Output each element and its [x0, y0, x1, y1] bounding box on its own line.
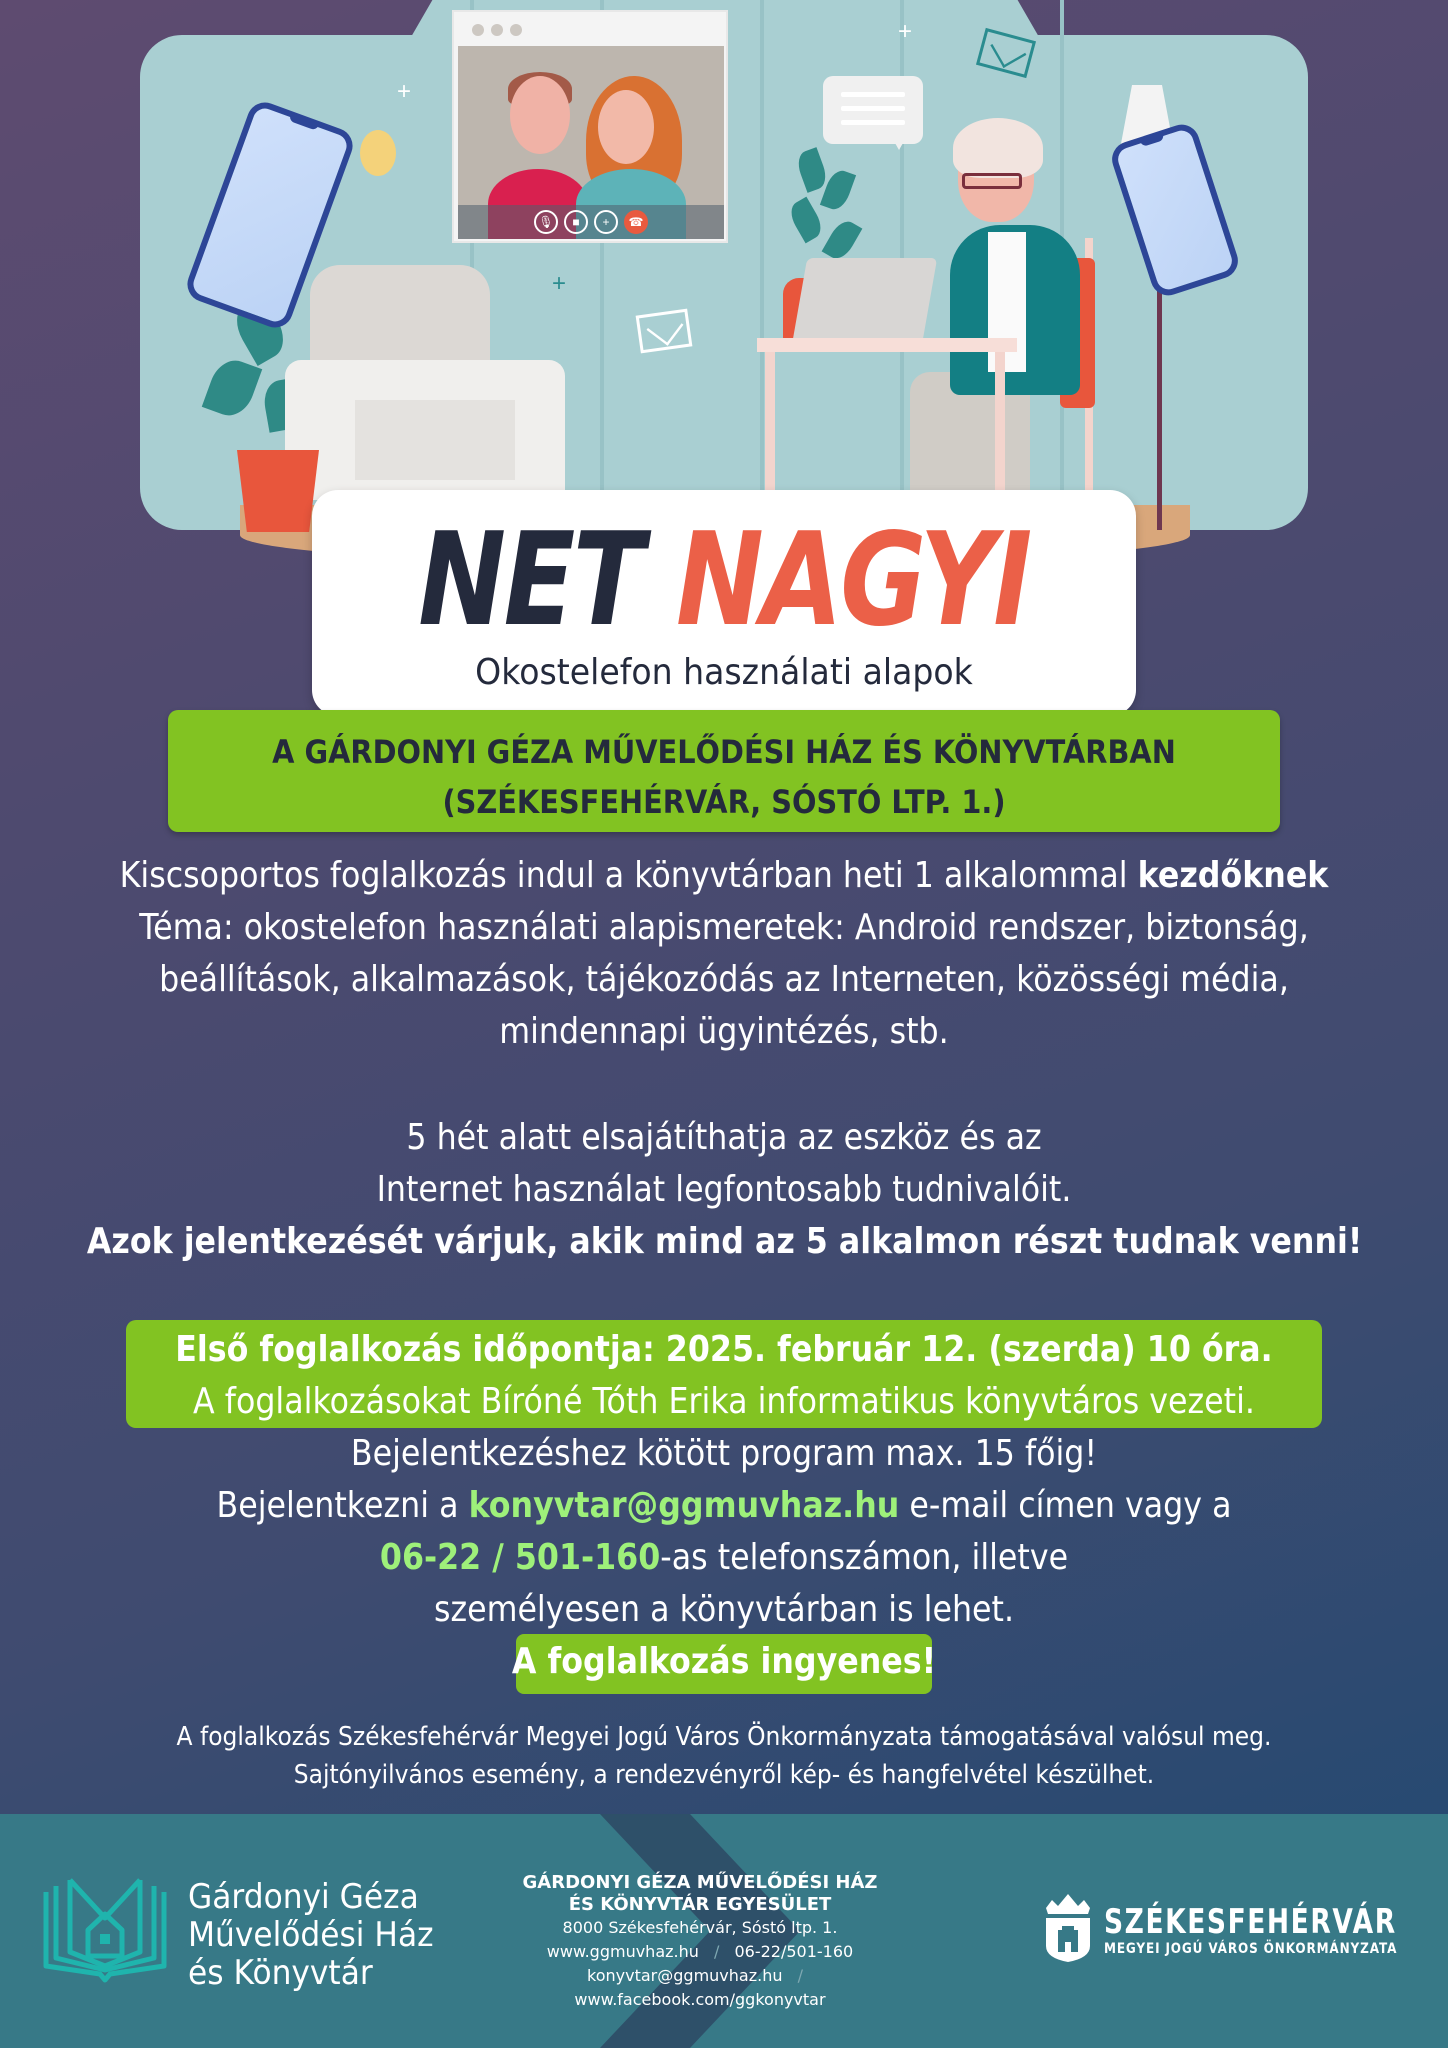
library-brand: Gárdonyi Géza Művelődési Ház és Könyvtár [188, 1877, 434, 1993]
chat-bubble-icon [823, 76, 923, 144]
footer-email-link[interactable]: konyvtar@ggmuvhaz.hu [587, 1966, 783, 1985]
window-dots-icon [472, 24, 522, 36]
smiley-emoji-icon [360, 130, 396, 176]
desk [757, 338, 1017, 352]
venue-address: (SZÉKESFEHÉRVÁR, SÓSTÓ LTP. 1.) [442, 783, 1006, 821]
plant-pot [237, 450, 319, 532]
capacity-limit: Bejelentkezéshez kötött program max. 15 főig! [350, 1433, 1098, 1474]
course-paragraph: 5 hét alatt elsajátíthatja az eszköz és az Internet használat legfontosabb tudnivalóit. Azok jelentkezését várjuk, akik mind az 5 alkalmon részt tudnak venni! [0, 1112, 1448, 1268]
sparkle-icon: + [397, 78, 412, 105]
website-link[interactable]: www.ggmuvhaz.hu [546, 1942, 699, 1961]
session-leader: A foglalkozásokat Bíróné Tóth Erika informatikus könyvtáros vezeti. [193, 1381, 1255, 1422]
first-session-date: 2025. február 12. (szerda) 10 óra [665, 1329, 1261, 1370]
title-net: NET [418, 506, 642, 655]
sparkle-icon: + [898, 18, 913, 45]
hang-up-icon: ☎ [624, 210, 648, 234]
contact-block: GÁRDONYI GÉZA MŰVELŐDÉSI HÁZ ÉS KÖNYVTÁR EGYESÜLET 8000 Székesfehérvár, Sóstó ltp. 1. www.ggmuvhaz.hu / 06-22/501-160 konyvtar@ggmuvhaz.hu / www.facebook.com/ggkonyvtar [470, 1872, 930, 2012]
sparkle-icon: + [552, 270, 567, 297]
facebook-link[interactable]: www.facebook.com/ggkonyvtar [574, 1990, 826, 2009]
subtitle: Okostelefon használati alapok [475, 652, 973, 693]
title-nagyi: NAGYI [676, 506, 1030, 655]
laptop-icon [793, 258, 937, 340]
attendance-requirement: Azok jelentkezését várjuk, akik mind az 5 alkalmon részt tudnak venni! [86, 1221, 1363, 1262]
address: 8000 Székesfehérvár, Sóstó ltp. 1. [562, 1918, 838, 1937]
sponsor-note: A foglalkozás Székesfehérvár Megyei Jogú Város Önkormányzata támogatásával valósul meg. Sajtónyilvános esemény, a rendezvényről kép- és hangfelvétel készülhet. [176, 1722, 1272, 1790]
schedule-text: Első foglalkozás időpontja: 2025. február 12. (szerda) 10 óra. A foglalkozásokat Bíróné Tóth Erika informatikus könyvtáros vezeti. [0, 1324, 1448, 1428]
mic-icon: 🎙 [534, 210, 558, 234]
hero-illustration [0, 0, 1448, 560]
page-title [386, 506, 1062, 656]
call-controls [458, 205, 724, 239]
video-call-screen [458, 46, 724, 239]
registration-text: Bejelentkezéshez kötött program max. 15 főig! Bejelentkezni a konyvtar@ggmuvhaz.hu e-mail címen vagy a 06-22 / 501-160-as telefonszámon, illetve személyesen a könyvtárban is lehet. A foglalkozás ingyenes! [0, 1428, 1448, 1688]
footer-phone[interactable]: 06-22/501-160 [734, 1942, 854, 1961]
camera-icon: ■ [564, 210, 588, 234]
title-card [312, 490, 1136, 716]
email-link[interactable]: konyvtar@ggmuvhaz.hu [468, 1485, 900, 1526]
phone-link[interactable]: 06-22 / 501-160 [379, 1537, 661, 1578]
venue-banner [168, 710, 1280, 832]
venue-name: A GÁRDONYI GÉZA MŰVELŐDÉSI HÁZ ÉS KÖNYVTÁRBAN [272, 733, 1176, 771]
add-icon: + [594, 210, 618, 234]
city-crest-icon [1042, 1890, 1094, 1964]
footer [0, 1814, 1448, 2048]
city-brand: SZÉKESFEHÉRVÁR MEGYEI JOGÚ VÁROS ÖNKORMÁNYZATA [1104, 1902, 1398, 1957]
beginners-emphasis: kezdőknek [1137, 855, 1329, 896]
free-label: A foglalkozás ingyenes! [511, 1641, 937, 1682]
video-call-window [452, 10, 728, 243]
glasses-icon [962, 173, 1022, 189]
envelope-icon [636, 309, 693, 354]
open-book-house-icon [40, 1874, 170, 1984]
intro-paragraph: Kiscsoportos foglalkozás indul a könyvtárban heti 1 alkalommal kezdőknek Téma: okostelefon használati alapismeretek: Android rendszer, biztonság, beállítások, alkalmazások, tájékozódás az Interneten, közösségi média, mindennapi ügyintézés, stb. [119, 855, 1329, 1052]
